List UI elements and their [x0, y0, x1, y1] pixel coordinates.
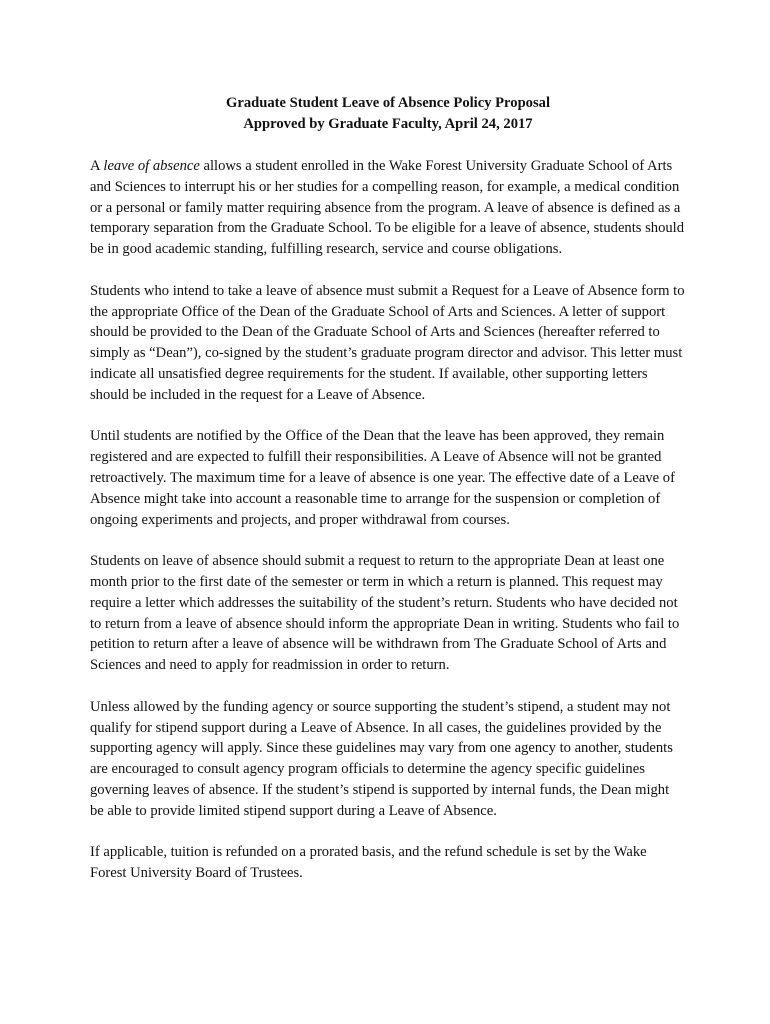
document-subtitle: Approved by Graduate Faculty, April 24, 2017	[243, 116, 533, 132]
document-page	[90, 93, 686, 905]
paragraph-lead: A	[90, 158, 104, 174]
title-block	[90, 93, 686, 135]
paragraph-body: allows a student enrolled in the Wake Forest University Graduate School of Arts and Sciences to interrupt his or her studies for a compelling reason, for example, a medical condition or a personal or family matter requiring absence from the program. A leave of absence is defined as a temporary separation from the Graduate School. To be eligible for a leave of absence, students should be in good academic standing, fulfilling research, service and course obligations.	[90, 158, 685, 258]
paragraph-tuition: If applicable, tuition is refunded on a prorated basis, and the refund schedule is set by the Wake Forest University Board of Trustees.	[90, 844, 647, 882]
paragraph-request: Students who intend to take a leave of absence must submit a Request for a Leave of Absence form to the appropriate Office of the Dean of the Graduate School of Arts and Sciences. A letter of support should be provided to the Dean of the Graduate School of Arts and Sciences (hereafter referred to simply as “Dean”), co-signed by the student’s graduate program director and advisor. This letter must indicate all unsatisfied degree requirements for the student. If available, other supporting letters should be included in the request for a Leave of Absence.	[90, 282, 685, 403]
paragraph-return: Students on leave of absence should submit a request to return to the appropriate Dean at least one month prior to the first date of the semester or term in which a return is planned. This request may require a letter which addresses the suitability of the student’s return. Students who have decided not to return from a leave of absence should inform the appropriate Dean in writing. Students who fail to petition to return after a leave of absence will be withdrawn from The Graduate School of Arts and Sciences and need to apply for readmission in order to return.	[90, 553, 680, 674]
defined-term: leave of absence	[103, 158, 200, 174]
paragraph-definition	[90, 156, 686, 260]
document-title: Graduate Student Leave of Absence Policy Proposal	[225, 95, 551, 111]
paragraph-stipend: Unless allowed by the funding agency or source supporting the student’s stipend, a student may not qualify for stipend support during a Leave of Absence. In all cases, the guidelines provided by the supporting agency will apply. Since these guidelines may vary from one agency to another, students are encouraged to consult agency program officials to determine the agency specific guidelines governing leaves of absence. If the student’s stipend is supported by internal funds, the Dean might be able to provide limited stipend support during a Leave of Absence.	[90, 698, 673, 819]
paragraph-approval: Until students are notified by the Office of the Dean that the leave has been approved, they remain registered and are expected to fulfill their responsibilities. A Leave of Absence will not be granted retroactively. The maximum time for a leave of absence is one year. The effective date of a Leave of Absence might take into account a reasonable time to arrange for the suspension or completion of ongoing experiments and projects, and proper withdrawal from courses.	[90, 428, 675, 528]
